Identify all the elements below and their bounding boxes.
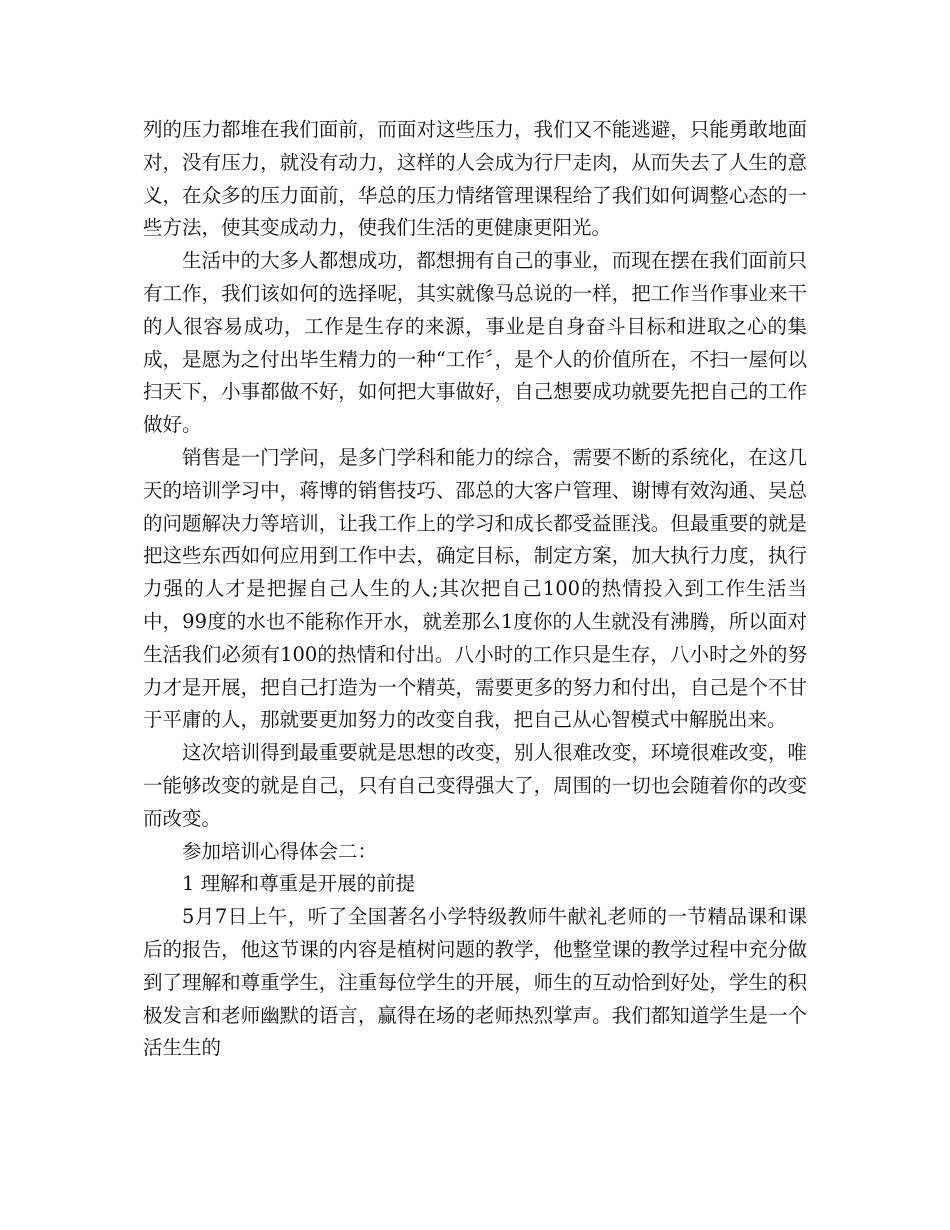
paragraph-5: 5月7日上午，听了全国著名小学特级教师牛献礼老师的一节精品课和课后的报告，他这节课的内容是植树问题的教学，他整堂课的教学过程中充分做到了理解和尊重学生，注重每位学生的开展，师生的互动恰到好处，学生的积极发言和老师幽默的语言，赢得在场的老师热烈掌声。我们都知道学生是一个活生生的: [143, 905, 807, 1060]
document-body: [143, 114, 807, 1065]
paragraph-1: 列的压力都堆在我们面前，而面对这些压力，我们又不能逃避，只能勇敢地面对，没有压力，就没有动力，这样的人会成为行尸走肉，从而失去了人生的意义，在众多的压力面前，华总的压力情绪管理课程给了我们如何调整心态的一些方法，使其变成动力，使我们生活的更健康更阳光。: [143, 118, 807, 240]
paragraph-4: 这次培训得到最重要就是思想的改变，别人很难改变，环境很难改变，唯一能够改变的就是自己，只有自己变得强大了，周围的一切也会随着你的改变而改变。: [143, 741, 807, 830]
paragraph-2: 生活中的大多人都想成功，都想拥有自己的事业，而现在摆在我们面前只有工作，我们该如何的选择呢，其实就像马总说的一样，把工作当作事业来干的人很容易成功，工作是生存的来源，事业是自身奋斗目标和进取之心的集成，是愿为之付出毕生精力的一种“工作〞，是个人的价值所在，不扫一屋何以扫天下，小事都做不好，如何把大事做好，自己想要成功就要先把自己的工作做好。: [143, 249, 807, 437]
section-heading: 参加培训心得体会二：: [182, 839, 378, 863]
paragraph-3: 销售是一门学问，是多门学科和能力的综合，需要不断的系统化，在这几天的培训学习中，蒋博的销售技巧、邵总的大客户管理、谢博有效沟通、吴总的问题解决力等培训，让我工作上的学习和成长都受益匪浅。但最重要的就是把这些东西如何应用到工作中去，确定目标，制定方案，加大执行力度，执行力强的人才是把握自己人生的人;其次把自己100的热情投入到工作生活当中，99度的水也不能称作开水，就差那么1度你的人生就没有沸腾，所以面对生活我们必须有100的热情和付出。八小时的工作只是生存，八小时之外的努力才是开展，把自己打造为一个精英，需要更多的努力和付出，自己是个不甘于平庸的人，那就要更加努力的改变自我，把自己从心智模式中解脱出来。: [143, 445, 807, 732]
subsection-heading: 1 理解和尊重是开展的前提: [182, 872, 416, 896]
